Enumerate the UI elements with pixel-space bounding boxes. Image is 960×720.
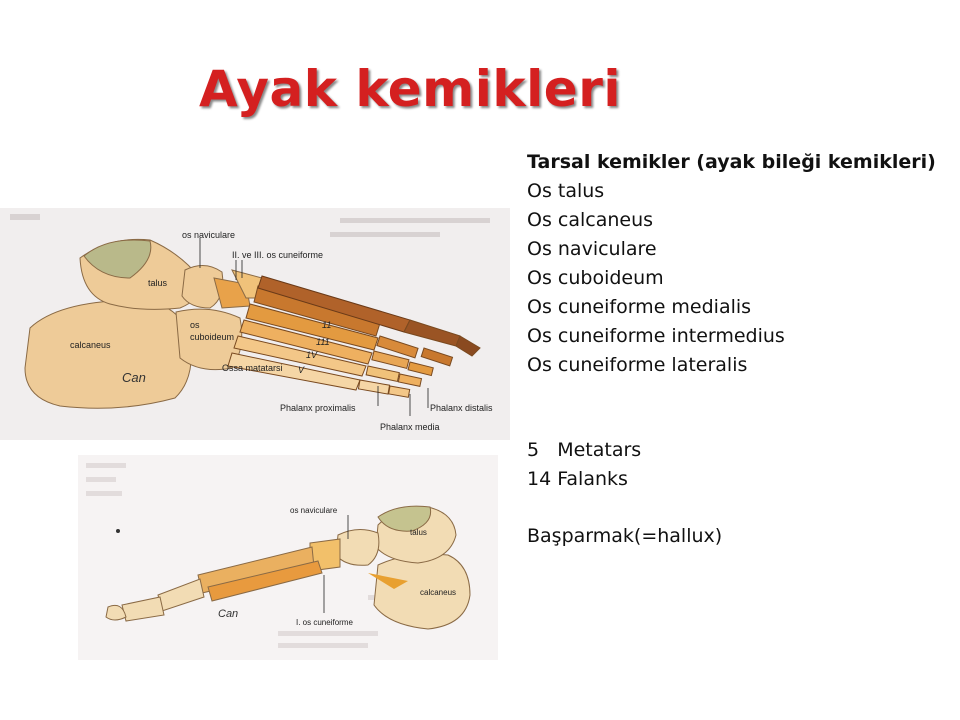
signature-top: Can <box>122 370 146 385</box>
tarsal-heading: Tarsal kemikler (ayak bileği kemikleri) <box>527 151 936 173</box>
label-calcaneus: calcaneus <box>70 340 111 350</box>
label-os-naviculare: os naviculare <box>182 230 236 240</box>
label-phalanx-distalis: Phalanx distalis <box>430 403 493 413</box>
label-os-naviculare-bottom: os naviculare <box>290 506 338 515</box>
signature-bottom: Can <box>218 608 239 620</box>
label-phalanx-media: Phalanx media <box>380 422 440 432</box>
slide-title: Ayak kemikleri <box>198 60 622 118</box>
hallux-note: Başparmak(=hallux) <box>527 525 723 547</box>
tarsal-item: Os cuneiforme medialis <box>527 296 752 318</box>
label-metatarsi: Ossa matatarsi <box>222 363 283 373</box>
tarsal-item: Os naviculare <box>527 238 657 260</box>
label-num-iii: 111 <box>316 337 330 347</box>
bone-list-text <box>527 148 947 551</box>
tarsal-item: Os cuboideum <box>527 267 664 289</box>
label-talus-bottom: talus <box>410 528 427 537</box>
tarsal-item: Os talus <box>527 180 605 202</box>
tarsal-item: Os cuneiforme lateralis <box>527 354 748 376</box>
label-cuneiforme: II. ve III. os cuneiforme <box>232 250 324 260</box>
label-cuboideum: cuboideum <box>190 332 235 342</box>
foot-bones-top-figure <box>0 208 510 440</box>
label-num-iv: 1V <box>306 350 318 360</box>
label-calcaneus-bottom: calcaneus <box>420 588 457 597</box>
label-phalanx-proximalis: Phalanx proximalis <box>280 403 356 413</box>
label-num-ii: 11 <box>322 320 332 330</box>
label-cuneiforme-bottom: I. os cuneiforme <box>296 618 353 627</box>
label-talus: talus <box>148 278 168 288</box>
tarsal-item: Os calcaneus <box>527 209 654 231</box>
metatars-count: 5 Metatars <box>527 439 642 461</box>
label-num-v: V <box>298 365 305 375</box>
label-os: os <box>190 320 200 330</box>
falanks-count: 14 Falanks <box>527 468 628 490</box>
foot-bones-bottom-figure <box>78 455 498 660</box>
tarsal-item: Os cuneiforme intermedius <box>527 325 785 347</box>
